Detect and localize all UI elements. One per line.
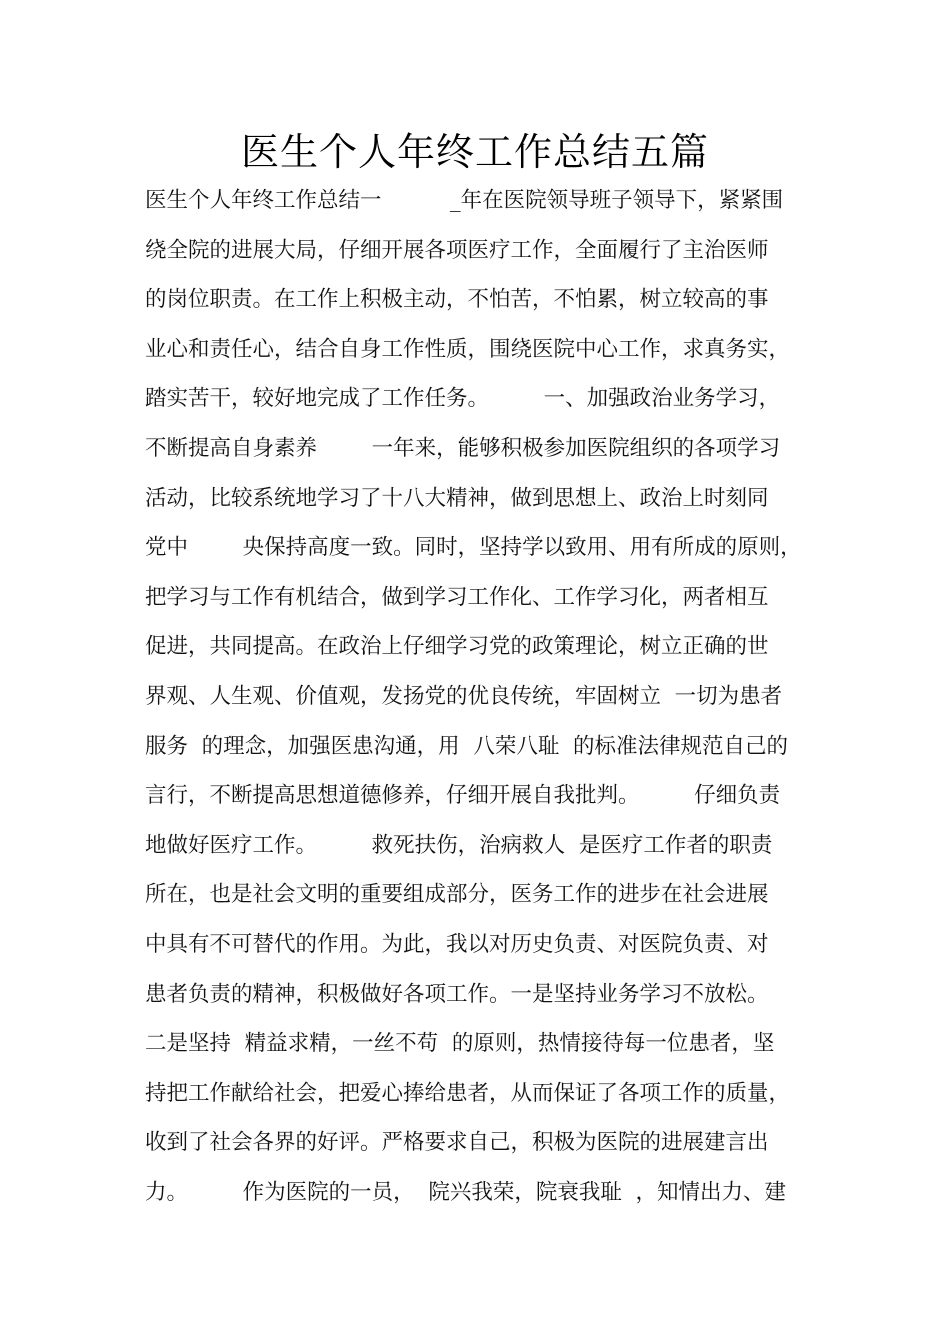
text-line: 服务 的理念，加强医患沟通，用 八荣八耻 的标准法律规范自己的 [145,733,789,759]
text-line: 绕全院的进展大局，仔细开展各项医疗工作，全面履行了主治医师 [145,237,769,263]
text-line: 收到了社会各界的好评。严格要求自己，积极为医院的进展建言出 [145,1130,769,1156]
text-line: 力。 作为医院的一员， 院兴我荣，院衰我耻 ，知情出力、建 [145,1179,787,1205]
text-line: 的岗位职责。在工作上积极主动，不怕苦，不怕累，树立较高的事 [145,287,769,313]
document-body [145,176,817,1217]
document-title: 医生个人年终工作总结五篇 [240,130,709,174]
text-line: 不断提高自身素养 一年来，能够积极参加医院组织的各项学习 [145,435,781,461]
text-line: 踏实苦干，较好地完成了工作任务。 一、加强政治业务学习， [145,386,781,412]
text-line: 二是坚持 精益求精，一丝不苟 的原则，热情接待每一位患者，坚 [145,1031,775,1057]
text-line: 地做好医疗工作。 救死扶伤，治病救人 是医疗工作者的职责 [145,832,773,858]
text-line: 把学习与工作有机结合，做到学习工作化、工作学习化，两者相互 [145,584,769,610]
text-line: 患者负责的精神，积极做好各项工作。一是坚持业务学习不放松。 [145,981,769,1007]
text-line: 界观、人生观、价值观，发扬党的优良传统，牢固树立 一切为患者 [145,683,783,709]
text-line: 中具有不可替代的作用。为此，我以对历史负责、对医院负责、对 [145,931,769,957]
text-line: 党中 央保持高度一致。同时，坚持学以致用、用有所成的原则， [145,535,802,561]
text-line: 言行，不断提高思想道德修养，仔细开展自我批判。 仔细负责 [145,783,781,809]
text-line: 业心和责任心，结合自身工作性质，围绕医院中心工作，求真务实， [145,336,791,362]
text-line: 医生个人年终工作总结一 _年在医院领导班子领导下，紧紧围 [145,188,784,213]
text-line: 所在，也是社会文明的重要组成部分，医务工作的进步在社会进展 [145,882,769,908]
text-line: 持把工作献给社会，把爱心捧给患者，从而保证了各项工作的质量， [145,1080,791,1106]
text-line: 活动，比较系统地学习了十八大精神，做到思想上、政治上时刻同 [145,485,769,511]
text-line: 促进，共同提高。在政治上仔细学习党的政策理论，树立正确的世 [145,634,769,660]
